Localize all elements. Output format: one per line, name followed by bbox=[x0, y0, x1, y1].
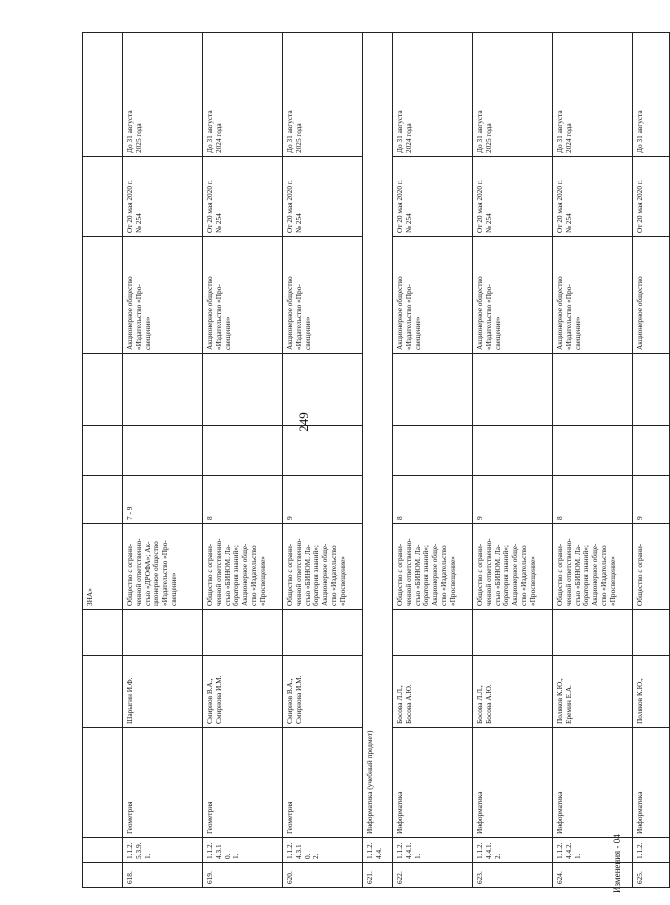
cell-top-5 bbox=[83, 610, 123, 656]
cell-col5 bbox=[633, 610, 670, 656]
cell-deadline: До 31 августа 2024 года bbox=[203, 33, 283, 157]
cell-order: От 20 мая 2020 г. № 254 bbox=[123, 157, 203, 237]
cell-top-10 bbox=[83, 237, 123, 354]
cell-subject: Геометрия bbox=[123, 728, 203, 838]
cell-authors: Босова Л.Л., Босова А.Ю. bbox=[473, 656, 553, 728]
cell-top-1 bbox=[83, 863, 123, 888]
cell-subject: Информатика bbox=[473, 728, 553, 838]
cell-grade: 8 bbox=[393, 476, 473, 524]
cell-deadline: До 31 августа 2025 года bbox=[123, 33, 203, 157]
cell-col9 bbox=[633, 354, 670, 426]
cell-col5 bbox=[473, 610, 553, 656]
cell-num: 620. bbox=[283, 863, 363, 888]
cell-code: 1.1.2. 4.4.1. 2. bbox=[473, 838, 553, 863]
cell-top-8 bbox=[83, 426, 123, 476]
cell-col8 bbox=[203, 426, 283, 476]
table-row bbox=[633, 33, 670, 888]
cell-col5 bbox=[553, 610, 633, 656]
table-row bbox=[473, 33, 553, 888]
cell-order: От 20 мая 2020 г. № 254 bbox=[553, 157, 633, 237]
cell-publisher_orig: Общество с ограни- ченной ответственно- стью «БИНОМ. Ла- боратория знаний»; Акционерное обще- ство «Издательство «Просвещение» bbox=[393, 524, 473, 610]
page-number: 249 bbox=[296, 412, 311, 432]
cell-order: От 20 мая 2020 г. № 254 bbox=[393, 157, 473, 237]
cell-publisher_orig: Общество с ограни- ченной ответственно- стью «БИНОМ. Ла- боратория знаний»; Акционерное обще- ство «Издательство «Просвещение» bbox=[473, 524, 553, 610]
cell-publisher: Акционерное общество bbox=[633, 237, 670, 354]
cell-col8 bbox=[283, 426, 363, 476]
cell-publisher: Акционерное общество «Издательство «Про- свещение» bbox=[283, 237, 363, 354]
cell-code: 1.1.2. bbox=[633, 838, 670, 863]
cell-code: 1.1.2. 4.3.10. 1. bbox=[203, 838, 283, 863]
cell-publisher: Акционерное общество «Издательство «Про- свещение» bbox=[203, 237, 283, 354]
cell-grade: 9 bbox=[633, 476, 670, 524]
cell-col9 bbox=[203, 354, 283, 426]
table-row bbox=[393, 33, 473, 888]
cell-top-6: ЗНА» bbox=[83, 524, 123, 610]
footer-note: Изменения - 04 bbox=[612, 834, 622, 893]
cell-publisher_orig: Общество с ограни- bbox=[633, 524, 670, 610]
cell-top-4 bbox=[83, 656, 123, 728]
cell-col9 bbox=[123, 354, 203, 426]
cell-col9 bbox=[473, 354, 553, 426]
cell-deadline: До 31 августа bbox=[633, 33, 670, 157]
table-row bbox=[283, 33, 363, 888]
cell-publisher_orig: Общество с ограни- ченной ответственно- стью «БИНОМ. Ла- боратория знаний»; Акционерное обще- ство «Издательство «Просвещение» bbox=[203, 524, 283, 610]
cell-col8 bbox=[633, 426, 670, 476]
cell-top-12 bbox=[83, 33, 123, 157]
cell-top-2 bbox=[83, 838, 123, 863]
cell-publisher: Акционерное общество «Издательство «Про- свещение» bbox=[123, 237, 203, 354]
cell-col9 bbox=[553, 354, 633, 426]
cell-section-title: Информатика (учебный предмет) bbox=[363, 33, 393, 838]
cell-code: 1.1.2. 5.3.9. 1. bbox=[123, 838, 203, 863]
cell-num: 625. bbox=[633, 863, 670, 888]
textbook-list-table bbox=[82, 32, 670, 888]
cell-order: От 20 мая 2020 г. № 254 bbox=[283, 157, 363, 237]
cell-col5 bbox=[283, 610, 363, 656]
cell-code: 1.1.2. 4.4. bbox=[363, 838, 393, 863]
cell-col5 bbox=[393, 610, 473, 656]
cell-grade: 9 bbox=[473, 476, 553, 524]
cell-code: 1.1.2. 4.4.1. 1. bbox=[393, 838, 473, 863]
cell-authors: Поляков К.Ю., Еремин Е.А. bbox=[553, 656, 633, 728]
cell-num: 619. bbox=[203, 863, 283, 888]
cell-authors: Босова Л.Л., Босова А.Ю. bbox=[393, 656, 473, 728]
cell-authors: Шарыгин И.Ф. bbox=[123, 656, 203, 728]
cell-deadline: До 31 августа 2025 года bbox=[473, 33, 553, 157]
cell-col8 bbox=[123, 426, 203, 476]
cell-num: 621. bbox=[363, 863, 393, 888]
cell-subject: Информатика bbox=[633, 728, 670, 838]
cell-publisher_orig: Общество с ограни- ченной ответственно- стью «БИНОМ. Ла- боратория знаний»; Акционерное обще- ство «Издательство «Просвещение» bbox=[553, 524, 633, 610]
cell-grade: 7 - 9 bbox=[123, 476, 203, 524]
cell-authors: Смирнов В.А., Смирнова И.М. bbox=[203, 656, 283, 728]
cell-subject: Информатика bbox=[393, 728, 473, 838]
cell-deadline: До 31 августа 2025 года bbox=[283, 33, 363, 157]
cell-col8 bbox=[393, 426, 473, 476]
cell-publisher_orig: Общество с ограни- ченной ответственно- стью «БИНОМ. Ла- боратория знаний»; Акционерное обще- ство «Издательство «Просвещение» bbox=[283, 524, 363, 610]
cell-publisher_orig: Общество с ограни- ченной ответственно- стью «ДРОФА»; Ак- ционерное общество «Издательство «Про- свещение» bbox=[123, 524, 203, 610]
cell-order: От 20 мая 2020 г. bbox=[633, 157, 670, 237]
cell-top-9 bbox=[83, 354, 123, 426]
cell-col9 bbox=[393, 354, 473, 426]
cell-col8 bbox=[553, 426, 633, 476]
cell-grade: 8 bbox=[203, 476, 283, 524]
table-row-top bbox=[83, 33, 123, 888]
cell-grade: 8 bbox=[553, 476, 633, 524]
cell-col5 bbox=[203, 610, 283, 656]
cell-publisher: Акционерное общество «Издательство «Про- свещение» bbox=[473, 237, 553, 354]
cell-deadline: До 31 августа 2024 года bbox=[553, 33, 633, 157]
cell-subject: Геометрия bbox=[203, 728, 283, 838]
cell-col5 bbox=[123, 610, 203, 656]
cell-subject: Геометрия bbox=[283, 728, 363, 838]
cell-publisher: Акционерное общество «Издательство «Про- свещение» bbox=[553, 237, 633, 354]
cell-deadline: До 31 августа 2024 года bbox=[393, 33, 473, 157]
cell-code: 1.1.2. 4.3.10. 2. bbox=[283, 838, 363, 863]
table-row bbox=[363, 33, 393, 888]
table-row bbox=[553, 33, 633, 888]
cell-subject: Информатика bbox=[553, 728, 633, 838]
cell-order: От 20 мая 2020 г. № 254 bbox=[203, 157, 283, 237]
cell-code: 1.1.2. 4.4.2. 1. bbox=[553, 838, 633, 863]
table-row bbox=[123, 33, 203, 888]
cell-top-7 bbox=[83, 476, 123, 524]
cell-publisher: Акционерное общество «Издательство «Про- свещение» bbox=[393, 237, 473, 354]
cell-top-3 bbox=[83, 728, 123, 838]
cell-num: 618. bbox=[123, 863, 203, 888]
cell-col9 bbox=[283, 354, 363, 426]
cell-authors: Смирнов В.А., Смирнова И.М. bbox=[283, 656, 363, 728]
cell-grade: 9 bbox=[283, 476, 363, 524]
cell-num: 623. bbox=[473, 863, 553, 888]
cell-num: 622. bbox=[393, 863, 473, 888]
cell-num: 624. bbox=[553, 863, 633, 888]
cell-col8 bbox=[473, 426, 553, 476]
cell-top-11 bbox=[83, 157, 123, 237]
table-row bbox=[203, 33, 283, 888]
cell-authors: Поляков К.Ю., bbox=[633, 656, 670, 728]
cell-order: От 20 мая 2020 г. № 254 bbox=[473, 157, 553, 237]
